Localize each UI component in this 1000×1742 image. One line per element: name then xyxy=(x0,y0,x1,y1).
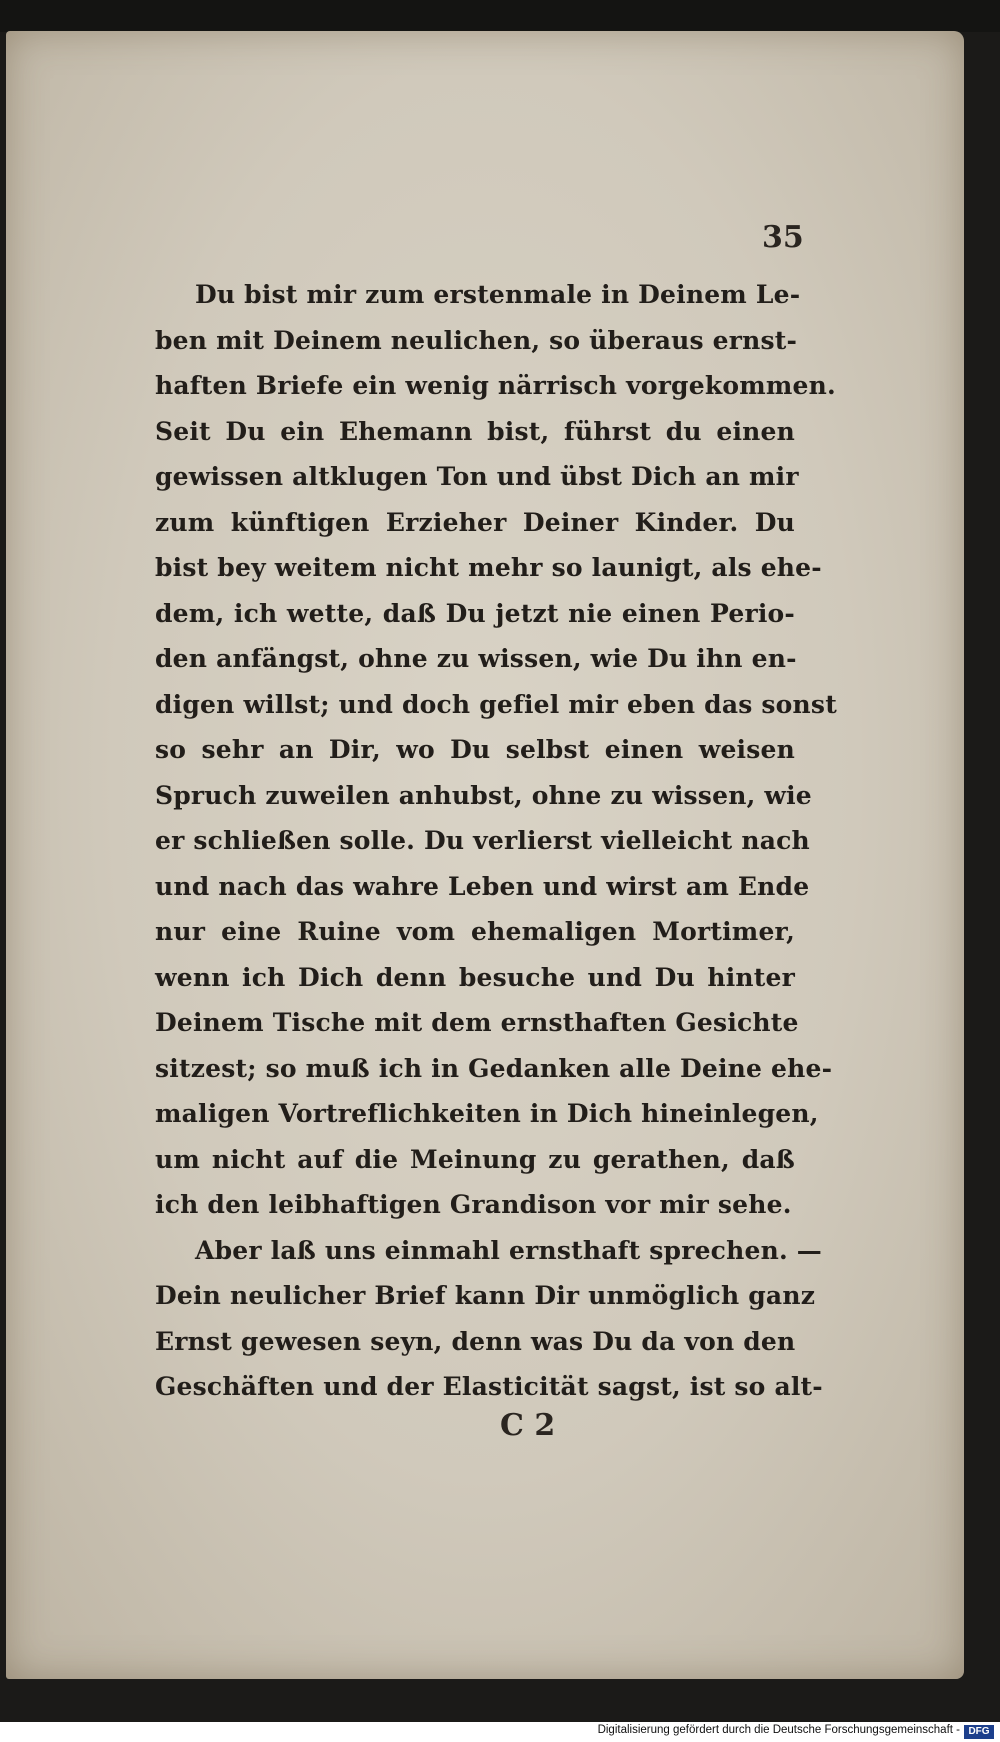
text-line: maligen Vortreflichkeiten in Dich hineinlegen, xyxy=(155,1099,819,1128)
funding-credit: Digitalisierung gefördert durch die Deutsche Forschungsgemeinschaft - xyxy=(597,1724,960,1736)
text-line: Spruch zuweilen anhubst, ohne zu wissen, wie xyxy=(155,780,812,810)
text-line: und nach das wahre Leben und wirst am Ende xyxy=(155,871,810,901)
text-line: Seit Du ein Ehemann bist, führst du einen xyxy=(155,416,795,446)
text-line: sitzest; so muß ich in Gedanken alle Deine ehe- xyxy=(155,1053,833,1083)
text-line: haften Briefe ein wenig närrisch vorgekommen. xyxy=(155,371,836,400)
text-line: Aber laß uns einmahl ernsthaft sprechen. — xyxy=(195,1235,822,1265)
text-line: gewissen altklugen Ton und übst Dich an mir xyxy=(155,462,799,491)
text-line: Du bist mir zum erstenmale in Deinem Le- xyxy=(195,280,801,309)
text-line: wenn ich Dich denn besuche und Du hinter xyxy=(155,962,795,992)
text-line: Ernst gewesen seyn, denn was Du da von den xyxy=(155,1326,796,1356)
page-number: 35 xyxy=(762,220,804,255)
text-line: er schließen solle. Du verlierst vielleicht nach xyxy=(155,826,810,855)
dfg-logo-icon: DFG xyxy=(964,1725,994,1739)
text-line: ich den leibhaftigen Grandison vor mir sehe. xyxy=(155,1190,792,1219)
text-line: nur eine Ruine vom ehemaligen Mortimer, xyxy=(155,917,795,946)
text-line: Deinem Tische mit dem ernsthaften Gesichte xyxy=(155,1008,799,1037)
text-line: so sehr an Dir, wo Du selbst einen weisen xyxy=(155,735,795,764)
page-text xyxy=(155,272,837,1410)
text-line: Geschäften und der Elasticität sagst, ist so alt- xyxy=(155,1372,823,1401)
text-line: ben mit Deinem neulichen, so überaus ernst- xyxy=(155,325,798,355)
text-line: den anfängst, ohne zu wissen, wie Du ihn en- xyxy=(155,644,797,673)
footer-bar xyxy=(0,1722,1000,1742)
catchword: C 2 xyxy=(500,1408,556,1443)
text-line: bist bey weitem nicht mehr so launigt, als ehe- xyxy=(155,553,822,582)
text-line: dem, ich wette, daß Du jetzt nie einen Perio- xyxy=(155,598,795,628)
scan-background-top xyxy=(0,0,1000,32)
text-line: digen willst; und doch gefiel mir eben das sonst xyxy=(155,689,837,719)
text-line: um nicht auf die Meinung zu gerathen, daß xyxy=(155,1144,795,1174)
text-line: zum künftigen Erzieher Deiner Kinder. Du xyxy=(155,507,795,537)
text-line: Dein neulicher Brief kann Dir unmöglich ganz xyxy=(155,1281,816,1310)
